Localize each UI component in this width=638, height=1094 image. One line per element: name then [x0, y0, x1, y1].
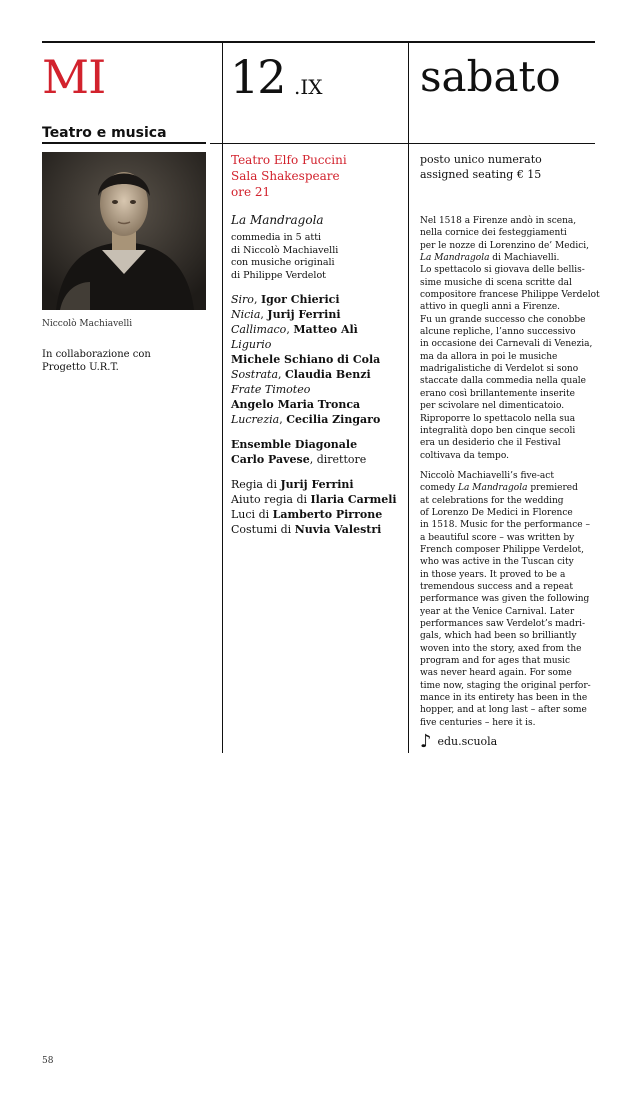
- description-line: comedy La Mandragola premiered: [420, 483, 578, 494]
- description-line: erano così brillantemente inserite: [420, 388, 575, 399]
- description-line: Riproporre lo spettacolo nella sua: [420, 413, 576, 424]
- description-line: time now, staging the original perfor-: [420, 680, 591, 691]
- weekday-label: sabato: [420, 52, 561, 101]
- cast-role: Callimaco: [231, 323, 287, 336]
- edu-label: edu.scuola: [437, 735, 498, 748]
- description-line: hopper, and at long last – after some: [420, 705, 587, 716]
- description: [420, 215, 610, 737]
- edu-link[interactable]: [420, 733, 497, 751]
- description-line: La Mandragola di Machiavelli.: [420, 253, 560, 264]
- description-line: attivo in quegli anni a Firenze.: [420, 302, 561, 313]
- staff-role: Costumi di: [231, 523, 295, 536]
- work-sub-line: con musiche originali: [231, 257, 335, 268]
- cast-actor: Igor Chierici: [260, 293, 340, 306]
- cast-entry: Nicia, Jurij Ferrini: [231, 308, 341, 321]
- conductor-name: Carlo Pavese: [231, 453, 310, 466]
- description-line: sime musiche di scena scritte dal: [420, 277, 572, 288]
- description-line: alcune repliche, l’anno successivo: [420, 327, 576, 338]
- staff-entry: [231, 522, 413, 537]
- column-divider-1: [222, 43, 223, 753]
- description-line: five centuries – here it is.: [420, 717, 536, 728]
- music-note-icon: ♪: [420, 731, 432, 752]
- description-italian: [420, 215, 610, 462]
- description-line: who was active in the Tuscan city: [420, 557, 574, 568]
- section-title: Teatro e musica: [42, 125, 167, 141]
- top-rule: [42, 41, 595, 43]
- description-line: was never heard again. For some: [420, 668, 572, 679]
- staff-name: Nuvia Valestri: [294, 523, 382, 536]
- cast-role: Sostrata: [231, 368, 279, 381]
- work-sub-line: di Philippe Verdelot: [231, 269, 326, 281]
- staff-name: Lamberto Pirrone: [272, 508, 383, 521]
- description-line: at celebrations for the wedding: [420, 495, 564, 506]
- collaboration-line: In collaborazione con: [42, 349, 151, 360]
- description-english: [420, 470, 610, 729]
- portrait-caption: Niccolò Machiavelli: [42, 319, 133, 329]
- description-line: gals, which had been so brilliantly: [420, 631, 577, 642]
- description-line: French composer Philippe Verdelot,: [420, 544, 585, 555]
- day-number: 12: [230, 50, 285, 104]
- seating-type: posto unico numerato: [420, 153, 542, 166]
- description-line: compositore francese Philippe Verdelot: [420, 290, 600, 301]
- staff-entry: [231, 507, 413, 522]
- description-line: program and for ages that music: [420, 656, 571, 667]
- description-line: staccate dalla commedia nella quale: [420, 376, 586, 387]
- description-line: woven into the story, axed from the: [420, 643, 582, 654]
- seating-price: assigned seating € 15: [420, 168, 542, 181]
- staff-role: Luci di: [231, 508, 273, 521]
- cast-entry: Lucrezia, Cecilia Zingaro: [231, 413, 381, 426]
- cast-entry: [231, 397, 413, 412]
- cast-role: Lucrezia: [231, 413, 280, 426]
- city-code: MI: [42, 50, 106, 104]
- cast-role: Frate Timoteo: [231, 383, 311, 396]
- description-line: per scivolare nel dimenticatoio.: [420, 401, 565, 412]
- cast-actor: Matteo Alì: [293, 323, 358, 336]
- cast-list: [231, 292, 413, 427]
- venue-name: Teatro Elfo Puccini: [231, 153, 347, 167]
- collaboration-note: [42, 348, 212, 374]
- work-description: [231, 232, 413, 282]
- cast-actor: Angelo Maria Tronca: [231, 398, 361, 411]
- description-line: Nel 1518 a Firenze andò in scena,: [420, 216, 577, 226]
- cast-entry: Siro, Igor Chierici: [231, 293, 340, 306]
- staff-role: Aiuto regia di: [231, 493, 311, 506]
- month-label: .IX: [294, 75, 323, 99]
- description-line: performances saw Verdelot’s madri-: [420, 619, 586, 629]
- collaboration-partner: Progetto U.R.T.: [42, 362, 119, 373]
- description-line: in 1518. Music for the performance –: [420, 520, 590, 531]
- staff-name: Ilaria Carmeli: [310, 493, 397, 506]
- cast-role: Nicia: [231, 308, 261, 321]
- cast-entry: [231, 337, 413, 352]
- venue-info: [231, 152, 411, 200]
- cast-actor: Claudia Benzi: [285, 368, 371, 381]
- description-line: ma da allora in poi le musiche: [420, 351, 558, 362]
- thin-rule: [210, 143, 595, 144]
- page-number: 58: [42, 1056, 54, 1066]
- description-line: performance was given the following: [420, 594, 590, 605]
- description-line: madrigalistiche di Verdelot si sono: [420, 364, 579, 375]
- section-rule: [42, 142, 206, 144]
- description-line: of Lorenzo De Medici in Florence: [420, 507, 573, 518]
- description-line: era un desiderio che il Festival: [420, 438, 561, 449]
- ensemble-block: [231, 437, 413, 467]
- work-sub-line: commedia in 5 atti: [231, 232, 322, 243]
- description-line: integralità dopo ben cinque secoli: [420, 425, 576, 436]
- description-line: in those years. It proved to be a: [420, 569, 566, 580]
- cast-role: Siro: [231, 293, 254, 306]
- description-line: year at the Venice Carnival. Later: [420, 606, 575, 617]
- work-title: La Mandragola: [231, 213, 324, 227]
- conductor-role: , direttore: [309, 453, 367, 466]
- ensemble-name: Ensemble Diagonale: [231, 438, 358, 451]
- cast-entry: Sostrata, Claudia Benzi: [231, 368, 371, 381]
- seating-info: [420, 152, 610, 182]
- cast-entry: [231, 382, 413, 397]
- event-time: ore 21: [231, 185, 271, 199]
- cast-actor: Cecilia Zingaro: [286, 413, 381, 426]
- cast-entry: Callimaco, Matteo Alì: [231, 323, 358, 336]
- description-line: per le nozze di Lorenzino de’ Medici,: [420, 240, 589, 251]
- description-line: Niccolò Machiavelli’s five-act: [420, 470, 554, 481]
- cast-actor: Michele Schiano di Cola: [231, 353, 381, 366]
- description-line: coltivava da tempo.: [420, 450, 509, 461]
- description-line: a beautiful score – was written by: [420, 532, 575, 543]
- cast-actor: Jurij Ferrini: [267, 308, 341, 321]
- description-line: Fu un grande successo che conobbe: [420, 314, 586, 325]
- description-line: nella cornice dei festeggiamenti: [420, 228, 567, 239]
- program-details: [231, 212, 413, 537]
- staff-role: Regia di: [231, 478, 281, 491]
- description-line: mance in its entirety has been in the: [420, 693, 588, 704]
- staff-name: Jurij Ferrini: [280, 478, 354, 491]
- cast-role: Ligurio: [231, 338, 272, 351]
- venue-hall: Sala Shakespeare: [231, 169, 340, 183]
- staff-entry: [231, 477, 413, 492]
- description-line: in occasione dei Carnevali di Venezia,: [420, 339, 593, 350]
- description-line: tremendous success and a repeat: [420, 581, 573, 592]
- staff-list: [231, 477, 413, 537]
- description-line: Lo spettacolo si giovava delle bellis-: [420, 265, 585, 276]
- cast-entry: [231, 352, 413, 367]
- portrait-image: [42, 152, 206, 310]
- staff-entry: [231, 492, 413, 507]
- work-sub-line: di Niccolò Machiavelli: [231, 244, 339, 256]
